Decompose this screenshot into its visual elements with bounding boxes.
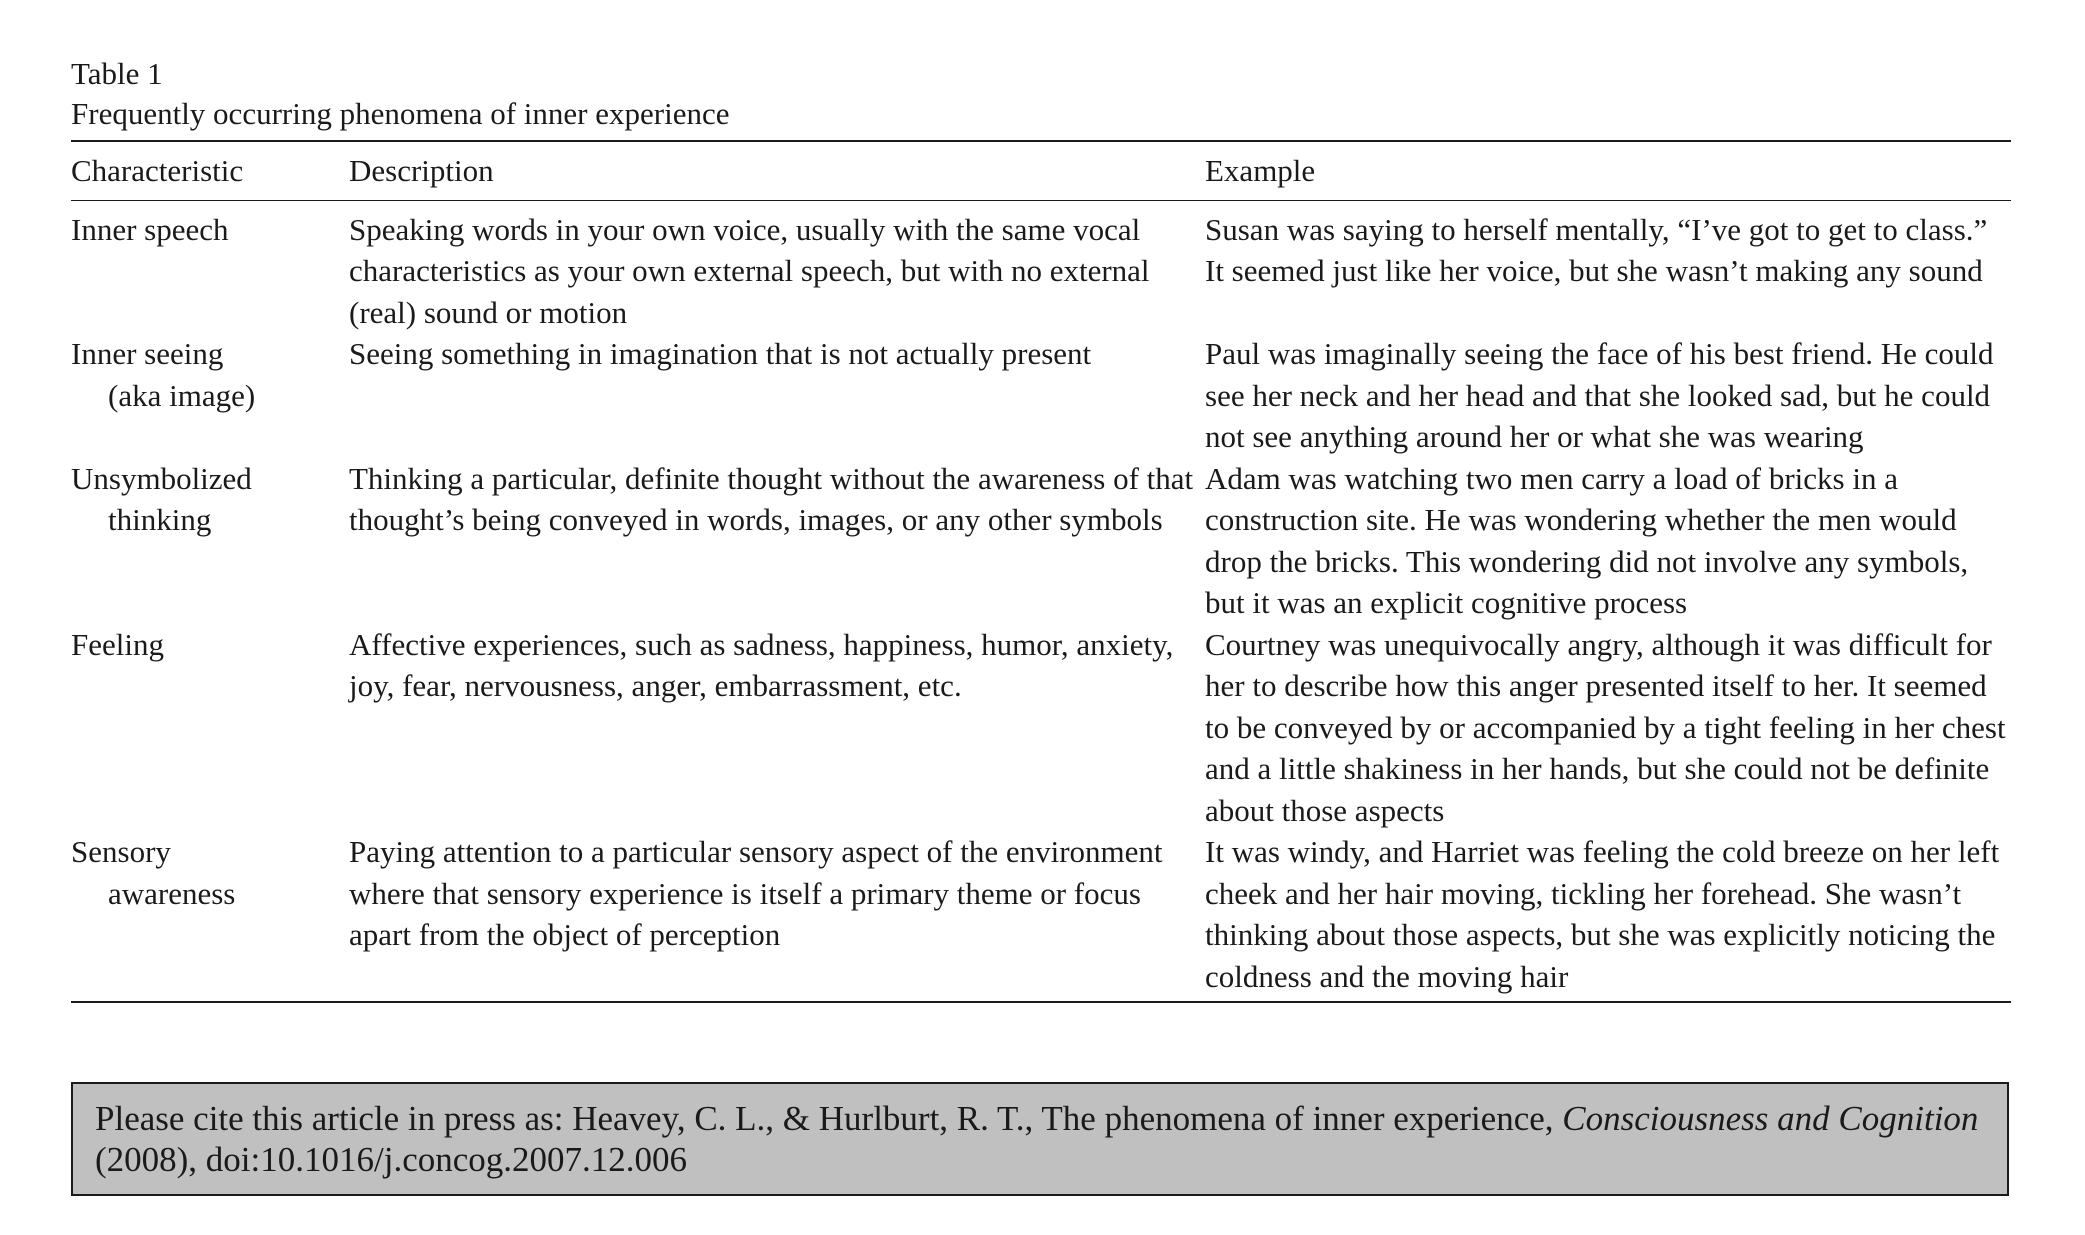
citation-suffix: (2008), doi:10.1016/j.concog.2007.12.006 [95,1140,688,1179]
citation-journal: Consciousness and Cognition [1562,1099,1979,1138]
citation-prefix: Please cite this article in press as: Heavey, C. L., & Hurlburt, R. T., The phenomena of inner experience, [95,1099,1563,1138]
characteristic-cell [71,458,349,624]
description-cell: Speaking words in your own voice, usually with the same vocal characteristics as your own external speech, but with no external (real) sound or motion [349,211,1150,330]
example-cell: Courtney was unequivocally angry, although it was difficult for her to describe how this anger presented itself to her. It seemed to be conveyed by or accompanied by a tight feeling in her chest and a little shakiness in her hands, but she could not be definite about those aspects [1205,626,2006,828]
column-header-characteristic: Characteristic [71,141,349,200]
characteristic-cell [71,831,349,1002]
example-cell: Susan was saying to herself mentally, “I’ve got to get to class.” It seemed just like her voice, but she wasn’t making any sound [1205,211,1988,288]
description-cell: Affective experiences, such as sadness, happiness, humor, anxiety, joy, fear, nervousness, anger, embarrassment, etc. [349,626,1174,703]
example-cell: Adam was watching two men carry a load of bricks in a construction site. He was wondering whether the men would drop the bricks. This wondering did not involve any symbols, but it was an explicit cognitive process [1205,460,1969,620]
characteristic-line2: thinking [108,502,212,537]
characteristic-cell [71,624,349,832]
example-cell: Paul was imaginally seeing the face of his best friend. He could see her neck and her head and that she looked sad, but he could not see anything around her or what she was wearing [1205,336,1994,454]
table-row [71,458,2011,624]
description-cell: Thinking a particular, definite thought without the awareness of that thought’s being conveyed in words, images, or any other symbols [349,460,1194,537]
table-block [71,54,2011,1003]
table-row [71,624,2011,832]
column-header-example: Example [1205,141,2011,200]
table-label: Table 1 [71,56,163,91]
phenomena-table [71,140,2011,1003]
characteristic-line1: Inner speech [71,211,229,247]
characteristic-line1: Inner seeing [71,336,224,371]
example-cell: It was windy, and Harriet was feeling the cold breeze on her left cheek and her hair moving, tickling her forehead. She wasn’t thinking about those aspects, but she was explicitly noticing the coldness and the moving hair [1205,834,2000,994]
table-caption: Frequently occurring phenomena of inner experience [71,96,730,131]
characteristic-cell [71,200,349,333]
characteristic-line1: Sensory [71,834,171,869]
table-row [71,831,2011,1002]
description-cell: Seeing something in imagination that is not actually present [349,336,1092,371]
table-row [71,333,2011,458]
characteristic-line1: Feeling [71,626,164,662]
column-header-description: Description [349,141,1205,200]
citation-box [71,1082,2009,1196]
characteristic-line1: Unsymbolized [71,460,252,496]
description-cell: Paying attention to a particular sensory aspect of the environment where that sensory experience is itself a primary theme or focus apart from the object of perception [349,834,1163,952]
characteristic-cell [71,333,349,458]
characteristic-line2: awareness [108,875,236,911]
table-row [71,200,2011,333]
characteristic-line2: (aka image) [108,377,256,413]
table-header-row [71,141,2011,200]
